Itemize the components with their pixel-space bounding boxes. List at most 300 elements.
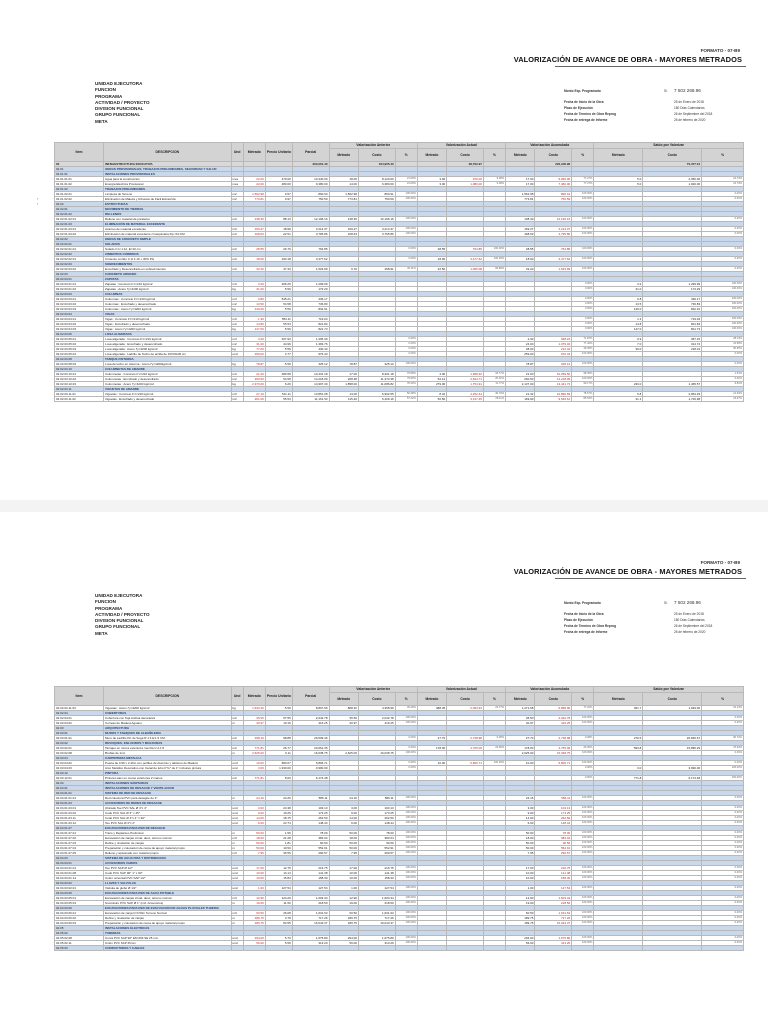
section-code: 02.02.02 [55, 237, 104, 242]
balance-percent: 22.73% [702, 182, 744, 187]
unit: m2 [231, 342, 243, 347]
section-title: VIGUETAS DE AMARRE [104, 387, 231, 392]
section-title: SISTEMA DE RED DE DESAGUE [104, 791, 231, 796]
prev-cost: 325.12 [358, 362, 395, 367]
current-quantity: 4.00 [417, 372, 446, 377]
schedule-spacer [664, 629, 674, 635]
accum-cost: 173.25 [535, 811, 572, 816]
accum-cost: 262.50 [535, 816, 572, 821]
unit-price: 55.53 [265, 397, 292, 402]
item-description: Encofrado y Desencofrado en sobrecimientos [104, 267, 231, 272]
item-description: Preparación y colocación de cama de apoyo material propio [104, 921, 231, 926]
item-code: 02.04.03.06.02 [55, 916, 104, 921]
report-page-1 [0, 0, 768, 500]
project-schedule-info [564, 88, 744, 123]
balance-percent: 0.00% [702, 352, 744, 357]
prev-cost: 290.57 [358, 851, 395, 856]
balance-percent: 0.00% [702, 217, 744, 222]
prev-percent: 100.00% [395, 936, 417, 941]
section-title: TRABAJOS PRELIMINARES [104, 187, 231, 192]
balance-percent: 0.00% [702, 796, 744, 801]
balance-percent: 21.33% [702, 392, 744, 397]
report-page-2 [0, 512, 768, 1024]
item-description: Eliminación de material excedente c/maquinaria Dp.=10 KM [104, 232, 231, 237]
unit: m2 [231, 776, 243, 781]
balance-percent: 100.00% [702, 327, 744, 332]
item-description: Unión universal PVC SAP 1/2" [104, 876, 231, 881]
section-code: 02.03.12 [55, 771, 104, 776]
accum-percent: 100.00% [572, 796, 594, 801]
accum-quantity: 294.00 [506, 936, 535, 941]
col-item-header: Item [55, 687, 104, 706]
prev-percent: 0.00% [395, 352, 417, 357]
section-code: 02.02 [55, 202, 104, 207]
empty-cell [506, 946, 535, 951]
accum-cost: 9,090.00 [535, 177, 572, 182]
item-description: Acarreo de material excedente [104, 227, 231, 232]
item-description: Arco Metálico Decorativo con Canal de tubo F°G° de 1" inclusive pintura [104, 766, 231, 771]
section-title: EXCAVACIONES PARA RED DE EVACUACION DE AGUAS PLUVIALES TUBERIA [104, 906, 231, 911]
quantity: 22.00 [243, 177, 265, 182]
balance-cost: 719.04 [643, 317, 702, 322]
quantity: 1.30 [243, 317, 265, 322]
prev-cost: 313.20 [358, 941, 395, 946]
prev-quantity: 50.00 [329, 846, 358, 851]
section-code: 02.03 [55, 726, 104, 731]
schedule-value: 26 de febrero de 2020 [674, 630, 706, 634]
empty-cell [594, 946, 643, 951]
accum-cost: 313.20 [535, 941, 572, 946]
prev-percent: 100.00% [395, 896, 417, 901]
balance-percent: 100.00% [702, 322, 744, 327]
current-percent: 23.77% [483, 706, 505, 711]
balance-percent: 0.00% [702, 227, 744, 232]
balance-cost: 2,350.00 [643, 177, 702, 182]
quantity: 18.00 [243, 257, 265, 262]
accum-percent: 100.00% [572, 197, 594, 202]
accum-percent: 100.00% [572, 916, 594, 921]
balance-cost: 6,174.48 [643, 776, 702, 781]
unit: m2 [231, 267, 243, 272]
unit-price: 127.54 [265, 886, 292, 891]
quantity: 259.00 [243, 352, 265, 357]
section-title: PINTURA [104, 771, 231, 776]
schedule-label: Fecha de entrega de Informe [564, 630, 608, 634]
sub-percent-header: % [572, 148, 594, 161]
section-code: 02.03.02 [55, 741, 104, 746]
current-percent: 9.38% [483, 182, 505, 187]
section-title: CIMIENTOS CORRIDOS [104, 252, 231, 257]
prev-cost: 16,038.75 [358, 751, 395, 756]
section-title: LLAVES Y VALVULAS [104, 881, 231, 886]
item-description: Curva PVC SAP 90° EM 696 SE 25 mm [104, 936, 231, 941]
balance-cost: 1,299.99 [643, 282, 702, 287]
partial-cost: 1,299.99 [292, 282, 329, 287]
prev-cost: 148.44 [358, 821, 395, 826]
item-code: 02.02.03.10.03 [55, 382, 104, 387]
quantity: 168.63 [243, 232, 265, 237]
unit-price: 44.96 [265, 342, 292, 347]
prev-percent: 100.00% [395, 876, 417, 881]
prev-percent: 100.00% [395, 836, 417, 841]
item-description: Columnas : Encofrado y desencofrado [104, 302, 231, 307]
unit-price: 18.99 [265, 227, 292, 232]
balance-percent: 0.00% [702, 936, 744, 941]
current-cost: 4,765.06 [447, 746, 484, 751]
section-title: INSTALACIONES PROVISIONALES [104, 172, 231, 177]
item-code: 02 [55, 162, 104, 167]
unit-price: 553.11 [265, 317, 292, 322]
quantity: 3.00 [243, 806, 265, 811]
unit: und [231, 936, 243, 941]
accum-percent: 100.00% [572, 362, 594, 367]
accum-percent: 23.06% [572, 746, 594, 751]
accum-quantity: 260.50 [506, 377, 535, 382]
section-code: 02.05 [55, 926, 104, 931]
schedule-value: 26 de Septiembre del 2018 [674, 624, 713, 628]
partial-cost: 13,851.08 [292, 392, 329, 397]
unit-price: 54.58 [265, 302, 292, 307]
budget-value: 7 502 268.96 [674, 600, 701, 605]
quantity: 3.00 [243, 766, 265, 771]
accum-percent: 100.00% [572, 846, 594, 851]
current-percent: 9.38% [483, 177, 505, 182]
balance-percent: 100.00% [702, 302, 744, 307]
unit: mes [231, 177, 243, 182]
accum-percent: 0.00% [572, 776, 594, 781]
current-cost: 2,093.94 [447, 706, 484, 711]
current-cost: 3,137.45 [447, 397, 484, 402]
partial-cost: 103.13 [292, 806, 329, 811]
item-description: Viguetas : Encofrado y desencofrado [104, 397, 231, 402]
accum-quantity: 9.00 [506, 811, 535, 816]
section-title: EXCAVACIONES PARA RED DE DESAGUE [104, 826, 231, 831]
valuation-group-header: Valorización Actual [417, 143, 505, 149]
item-code: 02.02.03.04.01 [55, 317, 104, 322]
accum-quantity: 1,271.68 [506, 706, 535, 711]
item-code: 02.02.03.10.02 [55, 377, 104, 382]
item-code: 02.03.02.01 [55, 746, 104, 751]
item-code: 02.04.03.06.01 [55, 911, 104, 916]
partial-cost: 9,380.00 [292, 182, 329, 187]
partial-cost: 552.91 [292, 846, 329, 851]
prev-cost: 141.38 [358, 871, 395, 876]
unit-price: 22.51 [265, 232, 292, 237]
prev-cost: 12,196.16 [358, 217, 395, 222]
info-label: FUNCION [95, 87, 116, 93]
balance-percent: 0.00% [702, 876, 744, 881]
valuation-table [54, 142, 744, 402]
balance-quantity: 593.8 [594, 746, 643, 751]
item-description: Cimiento corrido C:H 1:10 + 30% PG [104, 257, 231, 262]
balance-quantity: 5.0 [594, 177, 643, 182]
balance-percent: 0.00% [702, 192, 744, 197]
accum-quantity: 78.87 [506, 362, 535, 367]
accum-percent: 49.35% [572, 347, 594, 352]
item-code: 02.03.02.08 [55, 751, 104, 756]
prev-cost: 11,373.38 [358, 377, 395, 382]
accum-quantity: 7.95 [506, 851, 535, 856]
prev-quantity: 1.00 [329, 886, 358, 891]
section-title: RELLENOS [104, 212, 231, 217]
prev-percent: 0.00% [395, 761, 417, 766]
section-title: ELIMINACIÓN DE MATERIAL EXCEDENTE [104, 222, 231, 227]
unit-price: 88.13 [265, 217, 292, 222]
quantity: 7.95 [243, 851, 265, 856]
accum-quantity: 12.90 [506, 896, 535, 901]
info-label: META [95, 630, 108, 636]
item-description: Bruñas de 1cm [104, 751, 231, 756]
unit: und [231, 806, 243, 811]
section-code: 02.02.01.02 [55, 212, 104, 217]
valuation-group-header: Valorización Acumulada [506, 143, 594, 149]
current-quantity: 18.00 [417, 257, 446, 262]
balance-percent: 90.72% [702, 736, 744, 741]
accum-percent: 90.17% [572, 382, 594, 387]
partial-cost: 1,393.76 [292, 342, 329, 347]
project-info-labels [95, 81, 150, 125]
item-description: Excavación de zanja h=0.50m Terreno Normal [104, 911, 231, 916]
balance-percent: 0.00% [702, 846, 744, 851]
item-description: Limpieza de Terreno [104, 192, 231, 197]
accum-percent: 100.00% [572, 751, 594, 756]
balance-percent: 15.47% [702, 397, 744, 402]
current-quantity: 3.00 [417, 182, 446, 187]
prev-percent: 100.00% [395, 751, 417, 756]
sub-quantity-header: Metrado [594, 692, 643, 705]
quantity: 28.55 [243, 247, 265, 252]
balance-percent: 0.00% [702, 267, 744, 272]
current-percent: 20.01% [483, 377, 505, 382]
item-code: 02.02.01.02.01 [55, 217, 104, 222]
balance-cost: 1,465.57 [643, 382, 702, 387]
item-description: Columnas : Concreto F'c=210 kg/cm2 [104, 297, 231, 302]
balance-percent: 50.65% [702, 347, 744, 352]
prev-quantity: 14.00 [329, 182, 358, 187]
prev-percent: 100.00% [395, 721, 417, 726]
sub-quantity-header: Metrado [329, 692, 358, 705]
col-quantity-header: Metrado [243, 687, 265, 706]
accum-cost: 10,259.50 [535, 372, 572, 377]
quantity: 138.30 [243, 217, 265, 222]
accum-percent: 0.00% [572, 766, 594, 771]
balance-percent: 0.00% [702, 916, 744, 921]
item-description: Losa aligerada : Encofrado y desencofrado [104, 342, 231, 347]
item-code: 02.01.02.01 [55, 192, 104, 197]
accum-percent: 9.28% [572, 736, 594, 741]
prev-quantity: 17.00 [329, 866, 358, 871]
item-description: Suministro PVC SAP Ø 1" (incl. Accesorios) [104, 901, 231, 906]
accum-cost: 416.25 [535, 721, 572, 726]
accum-percent: 100.00% [572, 806, 594, 811]
item-description: Losa aligerada : Ladrillo de Techo de arcilla de 15X30x30 cm [104, 352, 231, 357]
partial-cost: 3,477.62 [292, 257, 329, 262]
current-percent: 11.77% [483, 382, 505, 387]
section-title: ARQUITECTURA [104, 726, 231, 731]
partial-cost: 11,161.53 [292, 397, 329, 402]
section-title: INSTALACIONES SANITARIAS [104, 781, 231, 786]
unit: m3 [231, 257, 243, 262]
item-description: Solado C:H 1:12, E=10 cm [104, 247, 231, 252]
unit-price: 5.70 [265, 936, 292, 941]
balance-quantity: 361.7 [594, 706, 643, 711]
accum-percent: 100.00% [572, 232, 594, 237]
schedule-value: 25 de Enero de 2018 [674, 612, 704, 616]
section-title: CARPINTERIA METALICA [104, 756, 231, 761]
sub-cost-header: Costo [447, 148, 484, 161]
accum-percent: 100.00% [572, 876, 594, 881]
prev-percent: 78.40% [395, 382, 417, 387]
unit: m [231, 751, 243, 756]
unit-price: 1,330.00 [265, 766, 292, 771]
accum-cost: 127.54 [535, 886, 572, 891]
accum-quantity: 56.00 [506, 941, 535, 946]
schedule-value: 26 de Septiembre del 2018 [674, 112, 713, 116]
unit: und [231, 821, 243, 826]
item-code: 02.02.03.11.01 [55, 392, 104, 397]
section-code: 02.02.03.04 [55, 312, 104, 317]
unit-price: 124.29 [265, 896, 292, 901]
partial-cost: 218.50 [292, 901, 329, 906]
accum-cost: 3,214.37 [535, 227, 572, 232]
accum-percent: 100.00% [572, 886, 594, 891]
accum-cost: 10,896.59 [535, 392, 572, 397]
unit: und [231, 816, 243, 821]
prev-cost: 173.25 [358, 811, 395, 816]
accum-percent: 100.00% [572, 866, 594, 871]
accum-cost: 2,042.78 [535, 716, 572, 721]
item-description: Codo PVC SAP 90° 1" x 90° [104, 871, 231, 876]
col-unit-price-header: Precio Unitario [265, 143, 292, 162]
partial-cost: 16,043.37 [292, 921, 329, 926]
unit-price: 14.14 [265, 871, 292, 876]
unit: kg [231, 362, 243, 367]
schedule-label: Fecha de Termino de Obra Reprog [564, 112, 617, 116]
balance-percent: 0.00% [702, 362, 744, 367]
accum-cost: 325.12 [535, 362, 572, 367]
quantity: 260.50 [243, 377, 265, 382]
partial-cost: 313.20 [292, 941, 329, 946]
section-title: COLUMNETAS DE AMARRE [104, 367, 231, 372]
item-code: 02.02.03.03.01 [55, 297, 104, 302]
accum-cost: 717.26 [535, 916, 572, 921]
balance-cost: 15,896.29 [643, 746, 702, 751]
accum-cost: 290.57 [535, 851, 572, 856]
col-description-header: DESCRIPCION [104, 143, 231, 162]
accum-quantity: 773.81 [506, 197, 535, 202]
item-code: 02.02.03.04.03 [55, 327, 104, 332]
partial-cost: 821.84 [292, 322, 329, 327]
quantity: 19.00 [243, 901, 265, 906]
section-title: LOSA ALIGERADA [104, 332, 231, 337]
item-description: Ubicado Tee PVC SAL Ø 4"x 4" [104, 806, 231, 811]
unit-price: 5.59 [265, 327, 292, 332]
info-label: PROGRAMA [95, 93, 123, 99]
valuation-group-header: Saldo por Valorizar [594, 143, 744, 149]
unit: m3 [231, 282, 243, 287]
empty-cell [243, 946, 265, 951]
schedule-label: Fecha de Termino de Obra Reprog [564, 624, 617, 628]
accum-percent: 100.00% [572, 247, 594, 252]
current-quantity: 27.70 [417, 736, 446, 741]
quantity: 31.00 [243, 342, 265, 347]
item-description: Correas de Madera Aguano [104, 721, 231, 726]
unit-price: 24.38 [265, 806, 292, 811]
balance-percent: 0.00% [702, 886, 744, 891]
accum-cost: 552.91 [535, 846, 572, 851]
quantity: 1,633.40 [243, 706, 265, 711]
prev-percent: 57.42% [395, 397, 417, 402]
partial-cost: 216.75 [292, 866, 329, 871]
unit: und [231, 866, 243, 871]
item-code: 02.04.01.07.02 [55, 836, 104, 841]
item-code: 02.02.03.04.02 [55, 322, 104, 327]
section-code: 02.01.02 [55, 187, 104, 192]
current-cost: 5,806.71 [447, 761, 484, 766]
quantity: 9.00 [243, 811, 265, 816]
unit-price: 489.58 [265, 372, 292, 377]
partial-cost: 719.04 [292, 317, 329, 322]
sub-cost-header: Costo [643, 148, 702, 161]
quantity: 201.00 [243, 397, 265, 402]
unit: kg [231, 347, 243, 352]
accum-quantity: 18.00 [506, 836, 535, 841]
accum-cost: 938.24 [535, 337, 572, 342]
partial-cost: 430.43 [292, 347, 329, 352]
section-code: 02.02.02.01 [55, 242, 104, 247]
accum-cost: 14,218.09 [535, 377, 572, 382]
partial-cost: 262.50 [292, 816, 329, 821]
prev-percent: 100.00% [395, 227, 417, 232]
balance-cost: 736.83 [643, 302, 702, 307]
prev-cost: 11,686.82 [358, 382, 395, 387]
balance-cost: 1,920.00 [643, 182, 702, 187]
quantity: 18.00 [243, 836, 265, 841]
unit: m3 [231, 392, 243, 397]
partial-cost: 586.11 [292, 796, 329, 801]
item-description: Cobertura con Teja Andina decorativa [104, 716, 231, 721]
sub-percent-header: % [483, 692, 505, 705]
empty-cell [329, 946, 358, 951]
current-percent: 69.89% [483, 267, 505, 272]
quantity: 77.00 [243, 347, 265, 352]
section-title: OBRAS PROVISIONALES, TRABAJOS PRELIMINARES, SEGURIDAD Y SALUD [104, 167, 231, 172]
balance-percent: 100.00% [702, 287, 744, 292]
quantity: 14.80 [243, 322, 265, 327]
unit: m [231, 921, 243, 926]
balance-percent: 0.00% [702, 761, 744, 766]
partial-cost: 736.83 [292, 302, 329, 307]
unit: m2 [231, 302, 243, 307]
info-label: PROGRAMA [95, 605, 123, 611]
accum-quantity: 2.30 [506, 337, 535, 342]
prev-percent: 0.00% [395, 766, 417, 771]
section-title: CONCRETO ARMADO [104, 272, 231, 277]
accum-cost: 212.42 [535, 347, 572, 352]
item-code: 02.04.03.06.03 [55, 921, 104, 926]
quantity: 6.00 [243, 821, 265, 826]
balance-percent: 28.13% [702, 337, 744, 342]
balance-quantity: 771.8 [594, 776, 643, 781]
accum-percent: 0.00% [572, 327, 594, 332]
item-description: Puerta de 0.90 x 2.40m con perfiles de Aluminio y tableros de Madera [104, 761, 231, 766]
prev-quantity: 189.75 [329, 916, 358, 921]
quantity: 771.81 [243, 746, 265, 751]
balance-quantity: 31.0 [594, 287, 643, 292]
prev-cost: 717.26 [358, 916, 395, 921]
item-code: 02.02.03.11.02 [55, 397, 104, 402]
balance-percent: 22.58% [702, 342, 744, 347]
